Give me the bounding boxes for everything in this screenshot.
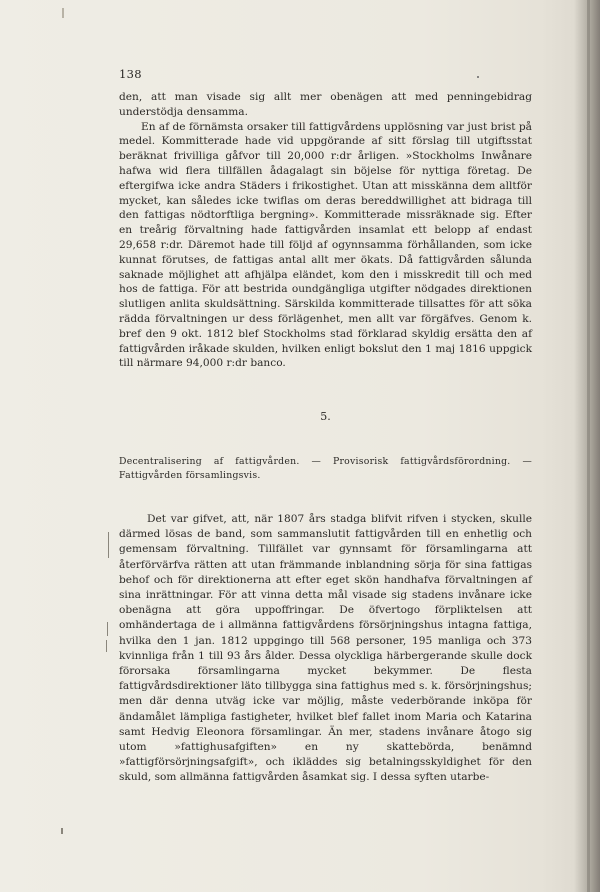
section-number: 5. [320, 410, 331, 423]
ink-speck [61, 828, 63, 834]
text-block-bottom [119, 512, 532, 786]
paragraph-fattigvard-funding: En af de förnämsta orsaker till fattigvårdens upplösning var just brist på medel. Kommitterade hade vid uppgörande af sitt förslag till utgiftsstat beräknat frivilliga gåfvor till 20,000 r:dr årligen. »Stockholms Inwånare hafwa wid flera tillfällen ådagalagt sin böjelse för nyttiga företag. De eftergifwa icke andra Städers i frikostighet. Utan att misskänna dem alltför mycket, kan således icke twiflas om deras bereddwillighet att bidraga till den fattigas nödtorftliga bergning». Kommitterade missräknade sig. Efter en treårig förvaltning hade fattigvården insamlat ett belopp af endast 29,658 r:dr. Däremot hade till följd af ogynnsamma förhållanden, som icke kunnat förutses, de fattigas antal allt mer ökats. Då fattigvården sålunda saknade möjlighet att afhjälpa eländet, kom den i misskredit till och med hos de fattiga. För att bestrida oundgängliga utgifter nödgades direktionen slutligen anlita skuldsättning. Särskilda kommitterade tillsattes för att söka rädda förvaltningen ur dess förlägenhet, men allt var förgäfves. Genom k. bref den 9 okt. 1812 blef Stockholms stad förklarad skyldig ersätta den af fattigvården iråkade skulden, hvilken enligt bokslut den 1 maj 1816 uppgick till närmare 94,000 r:dr banco. [119, 120, 533, 370]
section-heading: Decentralisering af fattigvården. — Provisorisk fattigvårdsförordning. — Fattigvården församlingsvis. [119, 456, 532, 481]
margin-pencil-mark [106, 640, 107, 652]
margin-mark [62, 8, 64, 18]
text-block-top [119, 90, 532, 371]
ink-speck [477, 76, 479, 78]
page-number: 138 [119, 67, 142, 81]
paragraph-decentralisation: Det var gifvet, att, när 1807 års stadga blifvit rifven i stycken, skulle därmed lösas de band, som sammanslutit fattigvården till en enhetlig och gemensam förvaltning. Tillfället var gynnsamt för församlingarna att återförvärfva rätten att utan främmande inblandning sörja för sina fattigas behof och för direktionerna att efter eget skön handhafva förvaltningen af sina inrättningar. För att vinna detta mål visade sig stadens invånare icke obenägna att göra uppoffringar. De öfvertogo förpliktelsen att omhändertaga de i allmänna fattigvårdens försörjningshus intagna fattiga, hvilka den 1 jan. 1812 uppgingo till 568 personer, 195 manliga och 373 kvinnliga från 1 till 93 års ålder. Dessa olyckliga härbergerande skulle dock förorsaka församlingarna mycket bekymmer. De flesta fattigvårdsdirektioner läto tillbygga sina fattighus med s. k. försörjningshus; men där denna utväg icke var möjlig, måste vederbörande inköpa för ändamålet lämpliga fastigheter, hvilket blef fallet inom Maria och Katarina samt Hedvig Eleonora församlingar. Än mer, stadens invånare åtogo sig utom »fattighusafgiften» en ny skattebörda, benämnd »fattigförsörjningsafgift», och ikläddes sig betalningsskyldighet för den skuld, som allmänna fattigvården åsamkat sig. I dessa syften utarbe- [119, 513, 532, 784]
page-edge-line [587, 0, 590, 892]
paragraph-continuation: den, att man visade sig allt mer obenägen att med penningebidrag understödja densamma. [119, 91, 532, 118]
margin-pencil-mark [108, 532, 109, 558]
margin-pencil-mark [107, 622, 108, 636]
